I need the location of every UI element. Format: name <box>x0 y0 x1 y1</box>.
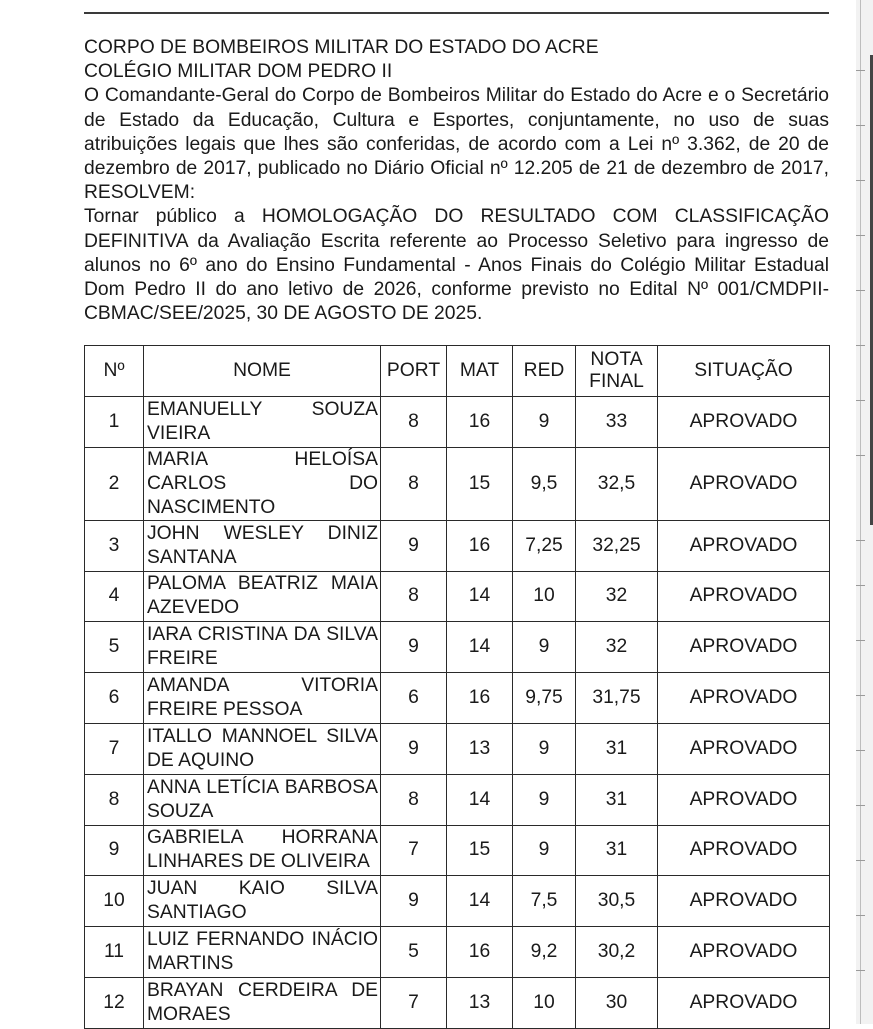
page-edge-shadow <box>856 0 873 1024</box>
table-row <box>85 571 830 622</box>
row-number: 11 <box>85 927 144 978</box>
document-header <box>84 36 829 326</box>
row-number: 9 <box>85 825 144 876</box>
row-number: 1 <box>85 397 144 448</box>
status: APROVADO <box>658 825 830 876</box>
edge-tick <box>856 180 865 181</box>
mat-score: 13 <box>447 723 513 774</box>
red-score: 9 <box>513 774 576 825</box>
student-name: BRAYAN CERDEIRA DE MORAES <box>144 977 381 1028</box>
row-number: 6 <box>85 673 144 724</box>
header-name: NOME <box>144 346 381 397</box>
header-status: SITUAÇÃO <box>658 346 830 397</box>
school-name: COLÉGIO MILITAR DOM PEDRO II <box>84 61 393 83</box>
mat-score: 14 <box>447 622 513 673</box>
table-row <box>85 774 830 825</box>
red-score: 10 <box>513 977 576 1028</box>
port-score: 7 <box>381 977 447 1028</box>
final-grade: 31,75 <box>576 673 658 724</box>
header-final-grade: NOTA FINAL <box>576 346 658 397</box>
port-score: 9 <box>381 520 447 571</box>
final-grade: 30 <box>576 977 658 1028</box>
mat-score: 16 <box>447 397 513 448</box>
table-row <box>85 520 830 571</box>
results-table <box>84 345 830 1029</box>
table-row <box>85 977 830 1028</box>
student-name: ITALLO MANNOEL SILVA DE AQUINO <box>144 723 381 774</box>
student-name: PALOMA BEATRIZ MAIA AZEVEDO <box>144 571 381 622</box>
table-row <box>85 876 830 927</box>
table-row <box>85 723 830 774</box>
final-grade: 31 <box>576 825 658 876</box>
header-mat: MAT <box>447 346 513 397</box>
mat-score: 14 <box>447 876 513 927</box>
student-name: JOHN WESLEY DINIZ SANTANA <box>144 520 381 571</box>
row-number: 8 <box>85 774 144 825</box>
port-score: 9 <box>381 723 447 774</box>
edge-tick <box>856 805 865 806</box>
red-score: 9 <box>513 825 576 876</box>
mat-score: 16 <box>447 520 513 571</box>
table-row <box>85 622 830 673</box>
row-number: 3 <box>85 520 144 571</box>
edge-tick <box>856 455 865 456</box>
port-score: 7 <box>381 825 447 876</box>
red-score: 10 <box>513 571 576 622</box>
final-grade: 32,5 <box>576 447 658 520</box>
table-row <box>85 447 830 520</box>
student-name: JUAN KAIO SILVA SANTIAGO <box>144 876 381 927</box>
edge-tick <box>856 695 865 696</box>
final-grade: 31 <box>576 774 658 825</box>
edge-tick <box>856 750 865 751</box>
final-grade: 32 <box>576 571 658 622</box>
final-grade: 32 <box>576 622 658 673</box>
port-score: 8 <box>381 571 447 622</box>
mat-score: 14 <box>447 774 513 825</box>
mat-score: 15 <box>447 825 513 876</box>
row-number: 10 <box>85 876 144 927</box>
edge-tick <box>856 540 865 541</box>
row-number: 12 <box>85 977 144 1028</box>
status: APROVADO <box>658 927 830 978</box>
port-score: 6 <box>381 673 447 724</box>
row-number: 4 <box>85 571 144 622</box>
edge-tick <box>856 290 865 291</box>
port-score: 9 <box>381 622 447 673</box>
red-score: 7,25 <box>513 520 576 571</box>
status: APROVADO <box>658 723 830 774</box>
status: APROVADO <box>658 447 830 520</box>
row-number: 2 <box>85 447 144 520</box>
table-row <box>85 673 830 724</box>
student-name: MARIA HELOÍSA CARLOS DO NASCIMENTO <box>144 447 381 520</box>
status: APROVADO <box>658 622 830 673</box>
port-score: 9 <box>381 876 447 927</box>
final-grade: 31 <box>576 723 658 774</box>
table-header-row <box>85 346 830 397</box>
mat-score: 13 <box>447 977 513 1028</box>
edge-tick <box>856 585 865 586</box>
preamble-text: O Comandante-Geral do Corpo de Bombeiros Militar do Estado do Acre e o Secretário de Estado da Educação, Cultura e Esportes, conjuntamente, no uso de suas atribuições legais que lhes são conferidas, de acordo com a Lei nº 3.362, de 20 de dezembro de 2017, publicado no Diário Oficial nº 12.205 de 21 de dezembro de 2017, RESOLVEM: <box>84 85 829 204</box>
status: APROVADO <box>658 673 830 724</box>
red-score: 9 <box>513 397 576 448</box>
final-grade: 30,5 <box>576 876 658 927</box>
port-score: 8 <box>381 774 447 825</box>
header-number: Nº <box>85 346 144 397</box>
status: APROVADO <box>658 977 830 1028</box>
table-row <box>85 825 830 876</box>
mat-score: 14 <box>447 571 513 622</box>
student-name: GABRIELA HORRANA LINHARES DE OLIVEIRA <box>144 825 381 876</box>
status: APROVADO <box>658 520 830 571</box>
red-score: 9 <box>513 723 576 774</box>
red-score: 9 <box>513 622 576 673</box>
edge-tick <box>856 860 865 861</box>
page-spine <box>860 0 861 1024</box>
status: APROVADO <box>658 571 830 622</box>
edge-tick <box>856 915 865 916</box>
edge-tick <box>856 400 865 401</box>
edge-tick <box>856 70 865 71</box>
port-score: 8 <box>381 447 447 520</box>
header-port: PORT <box>381 346 447 397</box>
mat-score: 16 <box>447 673 513 724</box>
student-name: EMANUELLY SOUZA VIEIRA <box>144 397 381 448</box>
edge-tick <box>856 125 865 126</box>
student-name: ANNA LETÍCIA BARBOSA SOUZA <box>144 774 381 825</box>
red-score: 9,5 <box>513 447 576 520</box>
mat-score: 15 <box>447 447 513 520</box>
resolution-text: Tornar público a HOMOLOGAÇÃO DO RESULTADO COM CLASSIFICAÇÃO DEFINITIVA da Avaliação Escrita referente ao Processo Seletivo para ingresso de alunos no 6º ano do Ensino Fundamental - Anos Finais do Colégio Militar Estadual Dom Pedro II do ano letivo de 2026, conforme previsto no Edital Nº 001/CMDPII- CBMAC/SEE/2025, 30 DE AGOSTO DE 2025. <box>84 206 829 325</box>
header-red: RED <box>513 346 576 397</box>
student-name: LUIZ FERNANDO INÁCIO MARTINS <box>144 927 381 978</box>
status: APROVADO <box>658 774 830 825</box>
edge-tick <box>856 235 865 236</box>
final-grade: 33 <box>576 397 658 448</box>
edge-tick <box>856 970 865 971</box>
table-row <box>85 397 830 448</box>
final-grade: 30,2 <box>576 927 658 978</box>
org-name: CORPO DE BOMBEIROS MILITAR DO ESTADO DO ACRE <box>84 37 599 58</box>
red-score: 7,5 <box>513 876 576 927</box>
red-score: 9,2 <box>513 927 576 978</box>
top-rule <box>84 12 829 14</box>
edge-tick <box>856 345 865 346</box>
port-score: 5 <box>381 927 447 978</box>
port-score: 8 <box>381 397 447 448</box>
status: APROVADO <box>658 876 830 927</box>
student-name: AMANDA VITORIA FREIRE PESSOA <box>144 673 381 724</box>
row-number: 5 <box>85 622 144 673</box>
status: APROVADO <box>658 397 830 448</box>
mat-score: 16 <box>447 927 513 978</box>
student-name: IARA CRISTINA DA SILVA FREIRE <box>144 622 381 673</box>
row-number: 7 <box>85 723 144 774</box>
table-row <box>85 927 830 978</box>
edge-tick <box>856 640 865 641</box>
final-grade: 32,25 <box>576 520 658 571</box>
red-score: 9,75 <box>513 673 576 724</box>
